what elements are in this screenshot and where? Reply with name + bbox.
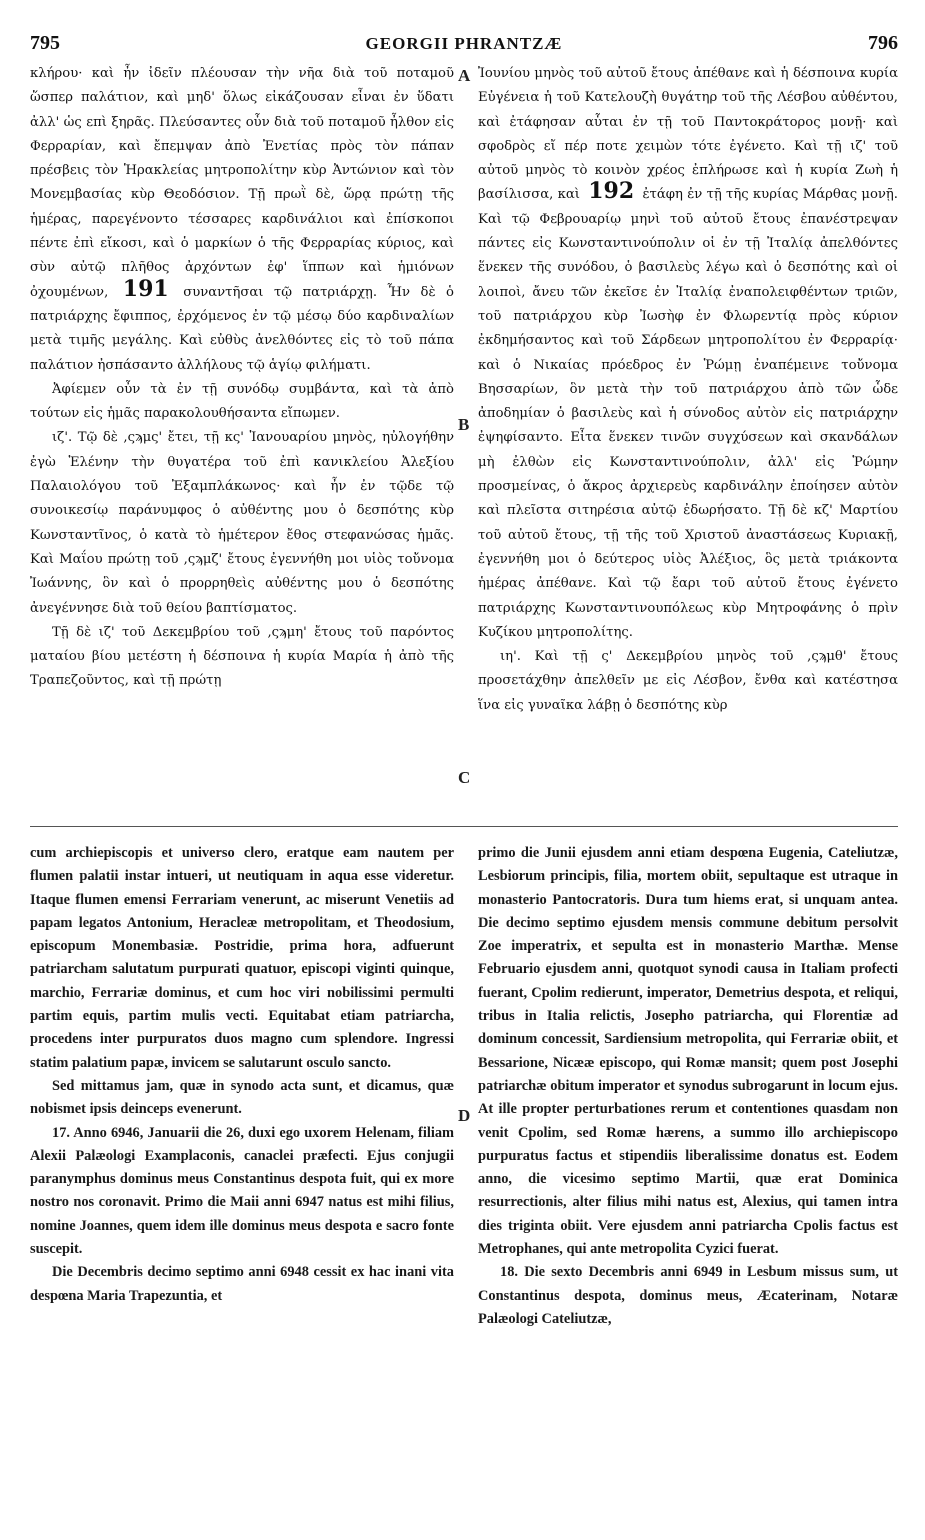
section-marker-a: A xyxy=(458,66,471,85)
edition-page-number: 191 xyxy=(122,275,169,302)
latin-right-paragraph-1: primo die Junii ejusdem anni etiam despœna Eugenia, Cateliutzæ, Lesbiorum principis, filia, mortem obiit, sepultaque est utraque in monasterio Pantocratoris. Dura tum hiems erat, si unquam antea. Die decimo septimo ejusdem mensis commune debitum persolvit Zoe imperatrix, et sepulta est in monasterio Marthæ. Mense Februario ejusdem anni, quotquot synodi causa in Italiam profecti fuerant, Cpolim redierunt, imperator, Demetrius despota, et reliqui, tribus in Italia relictis, Josepho patriarcha, qui Florentiæ ad dominum concessit, Sardiensium metropolita, qui Ferrariæ obiit, et Bessarione, Nicææ episcopo, qui Romæ mansit; quem post Josephi patriarchæ obitum imperator et synodus subrogarunt in locum ejus. At ille propter perturbationes rerum et contentiones quasdam non venit Cpolim, sed Romæ hærens, a summo illo archiepiscopo purpuratus factus et stipendiis liberalissime donatus est. Eodem anno, die vicesimo septimo Martii, quæ erat Dominica resurrectionis, alter filius mihi natus est, Alexius, qui tamen intra dies triginta obiit. Vere ejusdem anni patriarcha Cpolis factus est Metrophanes, qui ante metropolita Cyzici fuerat. xyxy=(478,845,898,1258)
edition-page-number: 192 xyxy=(588,178,635,205)
latin-left-paragraph-1: cum archiepiscopis et universo clero, eratque eam nautem per flumen palatii instar intueri, ut neutiquam in aqua esse videretur. Itaque flumen emensi Ferrariam venerunt, ac miserunt Venetiis ad papam legatos Antonium, Heracleæ metropolitam, et Theodosium, episcopum Monembasiæ. Postridie, prima hora, adfuerunt patriarcham salutatum purpurati quatuor, episcopi viginti quinque, marchio, Ferrariæ dominus, et cum hoc viri nobilissimi permulti partim equis, partim mulis vecti. Equitabat etiam patriarcha, procedens inter purpuratos duos magno cum splendore. Ingressi statim palatium papæ, invicem se salutarunt osculo sancto. xyxy=(30,845,454,1071)
running-header xyxy=(30,32,898,58)
greek-column-right xyxy=(478,62,898,828)
greek-left-paragraph-3: ιζ'. Τῷ δὲ ,ςϡμς' ἔτει, τῇ κς' Ἰανουαρίου μηνὸς, ηὐλογήθην ἐγὼ Ἑλένην τὴν θυγατέρα τοῦ ἐπὶ κανικλείου Ἀλεξίου Παλαιολόγου τοῦ Ἐξαμπλάκωνος· καὶ ἦν ἐν τῷδε τῷ συνοικεσίῳ παράνυμφος ὁ αὐθέντης μου ὁ δεσπότης κὺρ Κωνσταντῖνος, ὁ κατὰ τὸ ἡμέτερον ἔθος στεφανώσας ἡμᾶς. Καὶ Μαΐου πρώτῃ τοῦ ,ςϡμζ' ἔτους ἐγεννήθη μοι υἱὸς τοὔνομα Ἰωάννης, ὃν καὶ ὁ προρρηθεὶς αὐθέντης μου ὁ δεσπότης ἀνεγέννησε διὰ τοῦ θείου βαπτίσματος. xyxy=(30,430,454,616)
greek-right-paragraph-1 xyxy=(478,62,898,645)
latin-right-paragraph-2: 18. Die sexto Decembris anni 6949 in Lesbum missus sum, ut Constantinus despota, dominus meus, Æcaterinam, Notaræ Palæologi Cateliutzæ, xyxy=(478,1264,898,1327)
greek-text: συναντῆσαι τῷ πατριάρχῃ. Ἦν δὲ ὁ πατριάρχης ἔφιππος, ἐρχόμενος ἐν τῷ μέσῳ δύο καρδιναλίων μετὰ τιμῆς μεγάλης. Καὶ εὐθὺς ἀνελθόντες εἰς τὸ τοῦ πάπα παλάτιον ἠσπάσαντο ἀλλήλους τῷ ἁγίῳ φιλήματι. xyxy=(30,284,454,373)
greek-left-paragraph-1 xyxy=(30,62,454,378)
latin-left-paragraph-3: 17. Anno 6946, Januarii die 26, duxi ego uxorem Helenam, filiam Alexii Palæologi Examplaconis, canaclei præfecti. Ejus conjugii paranymphus dominus meus Constantinus despota fuit, qui ex more nostro nos coronavit. Primo die Maii anni 6947 natus est mihi filius, nomine Joannes, quem idem ille dominus meus despota e sacro fonte suscepit. xyxy=(30,1124,454,1258)
latin-left-paragraph-4: Die Decembris decimo septimo anni 6948 cessit ex hac inani vita despœna Maria Trapezuntia, et xyxy=(30,1264,454,1304)
latin-left-paragraph-2: Sed mittamus jam, quæ in synodo acta sunt, et dicamus, quæ nobismet ipsis deinceps evenerunt. xyxy=(30,1077,454,1118)
greek-left-paragraph-2: Ἀφίεμεν οὖν τὰ ἐν τῇ συνόδῳ συμβάντα, καὶ τὰ ἀπὸ τούτων εἰς ἡμᾶς παρακολουθήσαντα εἴπωμεν. xyxy=(30,381,454,422)
greek-text: Ἰουνίου μηνὸς τοῦ αὐτοῦ ἔτους ἀπέθανε καὶ ἡ δέσποινα κυρία Εὐγένεια ἡ τοῦ Κατελουζὴ θυγάτηρ τοῦ τῆς Λέσβου αὐθέντου, καὶ ἐτάφησαν αὗται ἐν τῇ τοῦ Παντοκράτορος μονῇ· καὶ σφοδρὸς εἴ πέρ ποτε χειμὼν τότε ἐγένετο. Καὶ τῇ ιζ' τοῦ αὐτοῦ μηνὸς τὸ κοινὸν χρέος ἐπλήρωσε καὶ ἡ κυρία Ζωὴ ἡ βασίλισσα, καὶ xyxy=(478,66,898,203)
section-marker-c: C xyxy=(458,768,471,787)
page-number-left: 795 xyxy=(30,32,60,54)
greek-column-left xyxy=(30,62,454,828)
page-number-right: 796 xyxy=(868,32,898,54)
section-marker-d: D xyxy=(458,1106,471,1125)
latin-column-right xyxy=(478,842,898,1522)
greek-text: ἐτάφη ἐν τῇ τῆς κυρίας Μάρθας μονῇ. Καὶ τῷ Φεβρουαρίῳ μηνὶ τοῦ αὐτοῦ ἔτους ἐπανέστρεψαν πάντες εἰς Κωνσταντινούπολιν οἱ ἐν τῇ Ἰταλίᾳ ἀπελθόντες ἕνεκεν τῆς συνόδου, ὁ βασιλεὺς λέγω καὶ ὁ δεσπότης καὶ οἱ λοιποὶ, ἄνευ τῶν ἐκεῖσε ἐν Ἰταλίᾳ ἐναπολειφθέντων τριῶν, τοῦ πατριάρχου κὺρ Ἰωσὴφ ἐν Φλωρεντίᾳ πρὸς κύριον ἐκδημήσαντος καὶ τοῦ Σάρδεων μητροπολίτου ἐν Φερραρίᾳ· καὶ ὁ Νικαίας πρόεδρος ἐν Ῥώμῃ ἐναπέμεινε τοὔνομα Βησσαρίων, ὃν μετὰ τὴν τοῦ πατριάρχου ἀπὸ τῶν ὧδε ἀποδημίαν ὁ βασιλεὺς καὶ ἡ σύνοδος αὐτὸν εἰς πατριάρχην ἐψηφίσαντο. Εἶτα ἕνεκεν τινῶν συγχύσεων καὶ σκανδάλων μὴ ἐλθὼν εἰς Κωνσταντινούπολιν, ἀλλ' εἰς Ῥώμην προσμείνας, ὁ ἄκρος ἀρχιερεὺς καρδινάλην ἐποίησεν αὐτὸν καὶ πλεῖστα σιτηρέσια αὐτῷ ἐδωρήσατο. Τῇ δὲ κζ' Μαρτίου τοῦ αὐτοῦ ἔτους, τῇ τῆς τοῦ Χριστοῦ ἀναστάσεως Κυριακῇ, ἐγεννήθη μοι ὁ δεύτερος υἱὸς Ἀλέξιος, ὃς μετὰ τριάκοντα ἡμέρας ἀπέθανε. Καὶ τῷ ἔαρι τοῦ αὐτοῦ ἔτους ἐγένετο πατριάρχης Κωνσταντινουπόλεως κὺρ Μητροφάνης ὁ πρὶν Κυζίκου μητροπολίτης. xyxy=(478,187,898,640)
section-divider xyxy=(30,826,898,827)
running-title: GEORGII PHRANTZÆ xyxy=(365,34,563,53)
greek-text: κλήρου· καὶ ἦν ἰδεῖν πλέουσαν τὴν νῆα διὰ τοῦ ποταμοῦ ὥσπερ παλάτιον, καὶ μηδ' ὅλως εἰκάζουσαν εἶναι ἐν ὕδατι ἀλλ' ὡς επὶ ξηρᾶς. Πλεύσαντες οὖν διὰ τοῦ ποταμοῦ ἦλθον εἰς Φερραρίαν, καὶ ἔπεμψαν ἀπὸ Ἐνετίας πρὸς τὸν πάπαν πρέσβεις τὸν Ἡρακλείας μητροπολίτην κὺρ Ἀντώνιον καὶ τὸν Μονεμβασίας κὺρ Θεοδόσιον. Τῇ πρωῒ δὲ, ὥρᾳ πρώτῃ τῆς ἡμέρας, παρεγένοντο τέσσαρες καρδινάλιοι καὶ ἐπίσκοποι πέντε ἐπὶ εἴκοσι, καὶ ὁ μαρκίων ὁ τῆς Φερραρίας κύριος, καὶ σὺν αὐτῷ πλῆθος ἀρχόντων ἐφ' ἵππων καὶ ἡμιόνων ὀχουμένων, xyxy=(30,66,454,300)
greek-right-paragraph-2: ιη'. Καὶ τῇ ς' Δεκεμβρίου μηνὸς τοῦ ,ςϡμθ' ἔτους προσετάχθην ἀπελθεῖν με εἰς Λέσβον, ἔνθα καὶ κατέστησα ἵνα εἰς γυναῖκα λάβῃ ὁ δεσπότης κὺρ xyxy=(478,649,898,713)
latin-column-left xyxy=(30,842,454,1522)
greek-left-paragraph-4: Τῇ δὲ ιζ' τοῦ Δεκεμβρίου τοῦ ,ςϡμη' ἔτους τοῦ παρόντος ματαίου βίου μετέστη ἡ δέσποινα ἡ κυρία Μαρία ἡ ἀπὸ τῆς Τραπεζοῦντος, καὶ τῇ πρώτῃ xyxy=(30,624,454,689)
section-marker-b: B xyxy=(458,415,470,434)
